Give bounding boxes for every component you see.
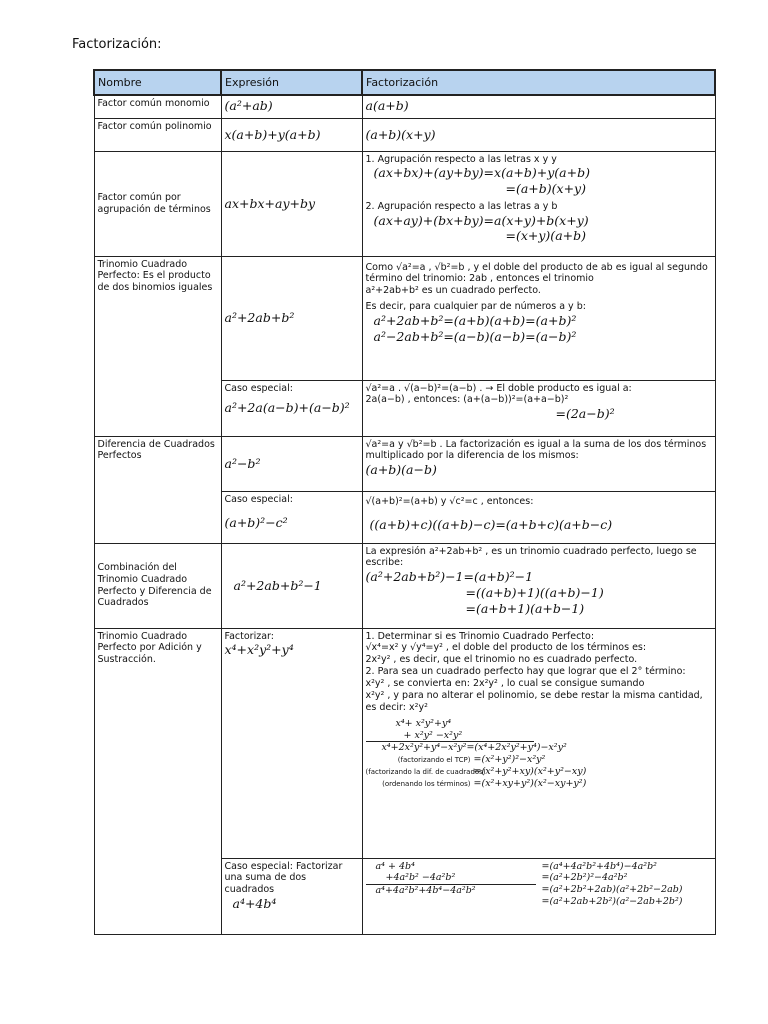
row-name: Diferencia de Cuadrados Perfectos (94, 436, 221, 543)
factorization-table (93, 69, 716, 935)
special-case-cell (221, 491, 362, 543)
row-expression: ax+bx+ay+by (221, 151, 362, 256)
factorization-line: (a²+2ab+b²)−1=(a+b)²−1 (365, 569, 534, 585)
row-factorization (362, 118, 715, 151)
factorization-line: √a²=a y √b²=b . La factorización es igual a la suma de los dos términos multiplicado por la diferencia de los mismos: (365, 438, 707, 462)
factorization-line: 1. Agrupación respecto a las letras x y y (365, 153, 557, 165)
factorization-line: =(a+b+1)(a+b−1) (465, 600, 585, 616)
factorization-line: (ax+bx)+(ay+by)=x(a+b)+y(a+b) (373, 165, 590, 181)
table-row (94, 256, 715, 380)
row-factorization (362, 151, 715, 256)
factorization-line: a²+2ab+b²=(a+b)(a+b)=(a+b)² (373, 313, 577, 328)
factorization-line: x⁴+2x²y²+y⁴−x²y²=(x⁴+2x²y²+y⁴)−x²y² (381, 742, 567, 754)
special-case-factorization (362, 380, 715, 436)
special-case-label: Caso especial: (224, 493, 293, 505)
row-factorization (362, 543, 715, 628)
factorization-line: √x⁴=x² y √y⁴=y² , el doble del producto de los términos es: (365, 642, 647, 654)
factorization-line: a⁴ + 4b⁴ (375, 860, 415, 872)
factorization-line: Como √a²=a , √b²=b , y el doble del producto de ab es igual al segundo término del trinomio: 2ab , entonces el trinomio (365, 261, 708, 285)
row-factorization (362, 256, 715, 380)
special-case-expression: a⁴+4b⁴ (232, 896, 277, 912)
row-name: Factor común monomio (94, 95, 221, 118)
special-case-cell (221, 858, 362, 934)
factorization-line: =((a+b)+1)((a+b)−1) (465, 584, 604, 600)
row-expression: a²+2ab+b² (221, 256, 362, 380)
row-expression: a²+2ab+b²−1 (221, 543, 362, 628)
factorization-line: Es decir, para cualquier par de números a y b: (365, 301, 586, 313)
factorization-line: =(a²+2b²)²−4a²b² (541, 872, 628, 884)
step-note: (factorizando el TCP) (397, 756, 471, 765)
row-factorization (362, 436, 715, 491)
factorization-line: 2a(a−b) , entonces: (a+(a−b))²=(a+a−b)² (365, 394, 569, 406)
factorization-line: +4a²b² −4a²b² (366, 872, 536, 885)
row-expression: a²−b² (221, 436, 362, 491)
row-expression: x(a+b)+y(a+b) (221, 118, 362, 151)
row-name: Trinomio Cuadrado Perfecto: Es el producto de dos binomios iguales (94, 256, 221, 436)
factorization-line: La expresión a²+2ab+b² , es un trinomio cuadrado perfecto, luego se escribe: (365, 545, 697, 569)
row-name: Factor común polinomio (94, 118, 221, 151)
special-case-label: Caso especial: (224, 382, 293, 394)
factorization-line: =(x²+y²)²−x²y² (473, 754, 546, 766)
factorization-line: 2. Para sea un cuadrado perfecto hay que lograr que el 2° término: (365, 666, 686, 678)
factorization-line: =(2a−b)² (555, 406, 615, 422)
factorization-line: 2x²y² , es decir, que el trinomio no es cuadrado perfecto. (365, 654, 638, 666)
factorization-line: √a²=a . √(a−b)²=(a−b) . → El doble producto es igual a: (365, 382, 632, 394)
factorization-line: x²y² , se convierta en: 2x²y² , lo cual se consigue sumando (365, 678, 645, 689)
table-header-row (94, 70, 715, 95)
factorization-line: =(a+b)(x+y) (505, 181, 586, 196)
factorization-line: (a+b)(x+y) (365, 126, 436, 142)
special-case-factorization (362, 491, 715, 543)
table-row (94, 436, 715, 491)
special-case-expression: (a+b)²−c² (224, 515, 288, 531)
header-nombre: Nombre (94, 70, 221, 95)
special-case-cell (221, 380, 362, 436)
row-factorization (362, 95, 715, 118)
row-expression: x⁴+x²y²+y⁴ (224, 642, 294, 658)
table-row (94, 543, 715, 628)
factorization-line: √(a+b)²=(a+b) y √c²=c , entonces: (365, 495, 534, 507)
factorization-line: 1. Determinar si es Trinomio Cuadrado Perfecto: (365, 630, 595, 642)
factorization-line: a²+2ab+b² es un cuadrado perfecto. (365, 285, 541, 297)
factorization-line: x²y² , y para no alterar el polinomio, se debe restar la misma cantidad, es decir: x²y² (365, 689, 703, 713)
row-expression-cell (221, 628, 362, 858)
factorization-line: 2. Agrupación respecto a las letras a y b (365, 200, 558, 212)
special-case-expression: a²+2a(a−b)+(a−b)² (224, 400, 350, 416)
table-row (94, 628, 715, 858)
factorization-line: =(a²+2ab+2b²)(a²−2ab+2b²) (541, 896, 683, 908)
row-expression: (a²+ab) (221, 95, 362, 118)
step-note: (factorizando la dif. de cuadrados) (365, 768, 486, 777)
table-row (94, 151, 715, 256)
factorization-line: =(x²+y²+xy)(x²+y²−xy) (473, 766, 587, 778)
header-factorizacion: Factorización (362, 70, 715, 95)
factorization-line: a²−2ab+b²=(a−b)(a−b)=(a−b)² (373, 328, 577, 344)
factorization-line: + x²y² −x²y² (366, 730, 534, 743)
table-row (94, 95, 715, 118)
factorization-line: =(a⁴+4a²b²+4b⁴)−4a²b² (541, 860, 657, 872)
factorization-line: a(a+b) (365, 98, 409, 113)
special-case-factorization (362, 858, 715, 934)
row-name: Factor común por agrupación de términos (94, 151, 221, 256)
factorization-line: =(a²+2b²+2ab)(a²+2b²−2ab) (541, 884, 683, 896)
row-name: Trinomio Cuadrado Perfecto por Adición y Sustracción. (94, 628, 221, 934)
factorization-line: =(x+y)(a+b) (505, 228, 586, 244)
page-title: Factorización: (72, 37, 162, 52)
factorization-line: a⁴+4a²b²+4b⁴−4a²b² (375, 885, 476, 897)
row-factorization (362, 628, 715, 858)
step-note: (ordenando los términos) (382, 780, 471, 788)
factorization-line: =(x²+xy+y²)(x²−xy+y²) (473, 778, 587, 789)
factorization-line: (a+b)(a−b) (365, 462, 437, 478)
special-case-label: Caso especial: Factorizar una suma de dos cuadrados (224, 860, 343, 896)
table-row (94, 118, 715, 151)
factorization-line: x⁴+ x²y²+y⁴ (395, 717, 452, 729)
factorization-line: ((a+b)+c)((a+b)−c)=(a+b+c)(a+b−c) (369, 517, 613, 533)
row-name: Combinación del Trinomio Cuadrado Perfecto y Diferencia de Cuadrados (94, 543, 221, 628)
factorization-line: (ax+ay)+(bx+by)=a(x+y)+b(x+y) (373, 212, 589, 228)
expression-label: Factorizar: (224, 630, 274, 642)
header-expresion: Expresión (221, 70, 362, 95)
